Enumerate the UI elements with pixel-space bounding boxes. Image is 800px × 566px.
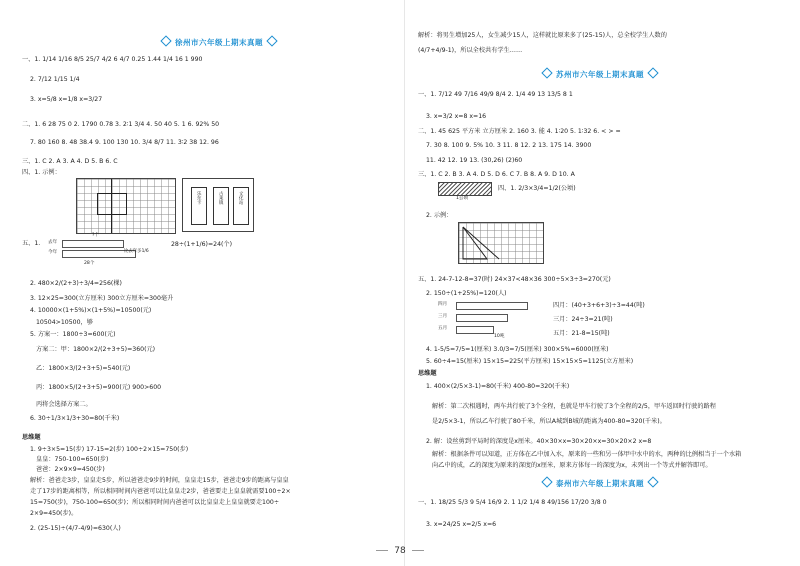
bar-label-may: 五月: [438, 326, 448, 331]
bar-label-april: 四月: [438, 302, 448, 307]
right-intro-1: 解析：将男生增加25人，女生减少15人，这样就比原来多了(25-15)人，总全校学生人数的: [418, 32, 667, 39]
right-line-21: 向乙中的成，乙的深度为原来的深度的x厘米，原来方体每一的深度为x，未列出一个等式并解答即可。: [432, 462, 712, 469]
grid-shape-rect: [97, 193, 127, 215]
left-line-7: 四、1. 示例：: [22, 169, 61, 176]
left-grid-figure: [76, 178, 176, 234]
tape-top-label: ?个: [92, 233, 100, 238]
left-line-25: 15=750(步)，750-100=650(步)；所以相同时间内爸爸可以比皇皇走上皇皇就要走100÷: [30, 499, 280, 506]
right-line-9: 五、1. 24-7-12-8=37(时) 24×37<48×36 300÷5×3÷3=270(元): [418, 276, 611, 283]
right-line-12: 三月：24÷3=21(吨): [553, 316, 613, 323]
bar-may: [456, 326, 494, 334]
left-line-15: 方案二：甲：1800×2/(2+3+5)=360(元): [36, 346, 156, 353]
left-line-17: 丙：1800×5/(2+3+5)=900(元) 900>600: [36, 384, 162, 391]
hatched-area-label: 1公顷: [456, 196, 469, 201]
left-line-16: 乙：1800×3/(2+3+5)=540(元): [36, 365, 131, 372]
rect-label-1: 乐东卡: [196, 191, 202, 205]
left-line-26: 2×9=450(步)。: [30, 510, 78, 517]
right-line-18: 是2/5×3-1，所以乙车行驶了80千米，所以A城到B城的距离为400-80=320(千米)。: [432, 418, 666, 425]
left-rect-figure: [182, 178, 254, 232]
right-line-19: 2. 解：设丝剪到平局时的深度是x厘米。40×30×x=30×20×x=30×20×2 x=8: [426, 438, 652, 445]
left-title: 徐州市六年级上期末真题: [157, 37, 281, 48]
right-line-6: 三、1. C 2. B 3. A 4. D 5. D 6. C 7. B 8. A 9. D 10. A: [418, 171, 575, 178]
right-line-8: 2. 示例：: [426, 212, 453, 219]
right-intro-2: (4/7+4/9-1)，所以全校共有学生……: [418, 47, 523, 54]
right-line-4: 7. 30 8. 100 9. 5% 10. 3 11. 8 12. 2 13. 175 14. 3900: [426, 142, 592, 149]
left-line-3: 3. x=5/8 x=1/8 x=3/27: [30, 96, 103, 103]
left-section-thinking: 思维题: [22, 434, 41, 441]
tape-past: [62, 240, 124, 248]
left-line-12: 4. 10000×(1+5%)×(1+5%)=10500(元): [30, 307, 152, 314]
bar-label-march: 三月: [438, 314, 448, 319]
left-line-27: 2. (25-15)÷(4/7-4/9)=630(人): [30, 525, 121, 532]
right-section-thinking: 思维题: [418, 370, 437, 377]
left-line-20: 1. 9÷3×5=15(步) 17-15=2(步) 100÷2×15=750(步): [30, 446, 189, 453]
right-line-13: 五月：21-8=15(吨): [553, 330, 610, 337]
right-line-15: 5. 60÷4=15(厘米) 15×15=225(平方厘米) 15×15×5=1125(立方厘米): [426, 358, 634, 365]
page-number: 78: [365, 546, 435, 556]
grid-shape-axis: [111, 179, 112, 233]
rect-label-2: 古莱镇: [218, 191, 224, 205]
left-line-2: 2. 7/12 1/15 1/4: [30, 76, 80, 83]
left-line-11: 3. 12×25=300(立方厘米) 300立方厘米=300毫升: [30, 295, 174, 302]
right-line-20: 解析：根据条件可以知道，正方体在乙中加入水，原来的一些和另一体甲中水中的水，两种的比例相当于一个水箱: [432, 451, 742, 458]
right-line-3: 二、1. 45 625 平方米 立方厘米 2. 160 3. 能 4. 1∶20 5. 1∶32 6. < > =: [418, 128, 621, 135]
left-line-23: 解析：爸爸走3步，皇皇走5步，所以爸爸走9步的时间，皇皇走15步，爸爸走9步的距离与皇皇: [30, 477, 289, 484]
left-line-21: 皇皇：750-100=650(步): [36, 456, 109, 463]
right-title-2: 泰州市六年级上期末真题: [538, 478, 662, 489]
left-line-24: 走了17步的距离相等，所以相同时间内爸爸可以比皇皇走2步，爸爸要走上皇皇就需要100÷2×: [30, 488, 291, 495]
right-line-10: 2. 150÷(1+25%)=120(人): [426, 290, 507, 297]
page-spine: [404, 0, 405, 566]
left-line-6: 三、1. C 2. A 3. A 4. D 5. B 6. C: [22, 158, 118, 165]
right-line-16: 1. 400×(2/5×3-1)=80(千米) 400-80=320(千米): [426, 383, 570, 390]
right-title-1: 苏州市六年级上期末真题: [538, 69, 662, 80]
right-line-14: 4. 1-5/5=7/5=1(厘米) 3.0/3=7/5(厘米) 300×5%=6000(厘米): [426, 346, 609, 353]
left-line-13: 10504>10500，够: [36, 319, 93, 326]
left-line-8: 五、1.: [22, 240, 41, 247]
left-line-19: 6. 30÷1/3×1/3+30=80(千米): [30, 415, 120, 422]
left-line-10: 2. 480×2/(2+3)÷3/4=256(棵): [30, 280, 122, 287]
right-line-17: 解析：第二次相遇时，两车共行驶了3个全程，也就是甲车行驶了3个全程的2/5，甲车返回时行驶的路程: [432, 403, 716, 410]
bar-label-unit: 10吨: [494, 334, 505, 339]
right-line-23: 3. x=24/25 x=2/5 x=6: [426, 521, 497, 528]
tape-label-this: 今年: [48, 250, 58, 255]
left-line-5: 7. 80 160 8. 48 38.4 9. 100 130 10. 3/4 8/7 11. 3∶2 38 12. 96: [30, 139, 219, 146]
left-line-4: 二、1. 6 28 75 0 2. 1790 0.78 3. 2∶1 3/4 4. 50 40 5. 1 6. 92% 50: [22, 121, 220, 128]
right-line-2: 3. x=3/2 x=8 x=16: [426, 113, 487, 120]
left-tape-diagram: [48, 233, 158, 270]
right-line-11: 四月：(40+3+6+3)÷3=44(吨): [553, 302, 645, 309]
left-line-9: 28÷(1+1/6)=24(个): [171, 241, 233, 248]
tape-count-label: 28个: [84, 261, 95, 266]
right-line-7: 四、1. 2/3×3/4=1/2(公顷): [498, 185, 576, 192]
right-bar-figure: [438, 300, 538, 346]
right-grid-figure: [458, 222, 544, 264]
bar-april: [456, 302, 528, 310]
bar-march: [456, 314, 508, 322]
hatched-area-figure: [438, 182, 492, 196]
left-line-14: 5. 方案一：1800÷3=600(元): [30, 331, 116, 338]
left-line-1: 一、1. 1/14 1/16 8/5 25/7 4/2 6 4/7 0.25 1.44 1/4 16 1 990: [22, 56, 203, 63]
left-line-18: 丙将会选择方案二。: [36, 401, 92, 408]
triangle-shape: [459, 223, 543, 263]
rect-label-3: 文化站: [238, 191, 244, 205]
tape-label-past: 去年: [48, 240, 58, 245]
right-line-1: 一、1. 7/12 49 7/16 49/9 8/4 2. 1/4 49 13 13/5 8 1: [418, 91, 573, 98]
tape-side-label: 比去年多1/6: [124, 249, 149, 254]
right-line-5: 11. 42 12. 19 13. (30,26) (2)60: [426, 157, 523, 164]
left-line-22: 爸爸：2×9×9=450(步): [36, 466, 105, 473]
right-line-22: 一、1. 18/25 5/3 9 5/4 16/9 2. 1 1/2 1/4 8 49/156 17/20 3/8 0: [418, 499, 607, 506]
